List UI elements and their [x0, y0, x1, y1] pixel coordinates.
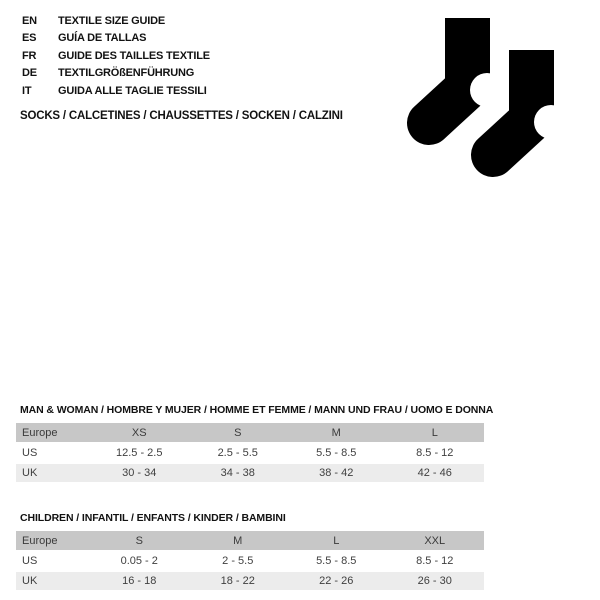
- region-cell: US: [22, 447, 38, 459]
- sock-left: [429, 18, 504, 123]
- language-row: [22, 30, 210, 48]
- table-header-row: [16, 423, 484, 442]
- size-cell: 5.5 - 8.5: [316, 447, 357, 459]
- column-header-cell: Europe: [22, 534, 58, 547]
- region-cell: US: [22, 555, 38, 567]
- column-header-cell: S: [135, 534, 143, 547]
- socks-icon: [400, 5, 570, 180]
- language-title: TEXTILGRÖßENFÜHRUNG: [58, 67, 195, 80]
- region-cell: UK: [22, 466, 38, 479]
- size-cell: 8.5 - 12: [416, 447, 454, 459]
- table-row-uk: [16, 464, 484, 482]
- category-heading: SOCKS / CALCETINES / CHAUSSETTES / SOCKEN / CALZINI: [20, 110, 343, 122]
- size-table: [16, 423, 484, 482]
- column-header-cell: XXL: [424, 534, 446, 547]
- language-title: GUIDE DES TAILLES TEXTILE: [58, 49, 210, 62]
- language-row: [22, 65, 210, 83]
- size-cell: 8.5 - 12: [416, 555, 454, 567]
- size-cell: 16 - 18: [122, 574, 157, 587]
- table-row-uk: [16, 572, 484, 590]
- size-cell: 12.5 - 2.5: [116, 447, 163, 459]
- size-table: [16, 531, 484, 590]
- size-cell: 42 - 46: [417, 466, 452, 479]
- language-code: FR: [22, 49, 37, 62]
- language-title: TEXTILE SIZE GUIDE: [58, 14, 166, 27]
- language-row: [22, 82, 210, 100]
- language-row: [22, 47, 210, 65]
- sock-right: [493, 50, 568, 155]
- size-cell: 38 - 42: [319, 466, 354, 479]
- language-code: EN: [22, 14, 37, 27]
- column-header-cell: S: [234, 426, 242, 439]
- column-header-cell: L: [431, 426, 438, 439]
- language-code: IT: [22, 84, 32, 97]
- language-title: GUÍA DE TALLAS: [58, 32, 147, 45]
- column-header-cell: L: [333, 534, 340, 547]
- size-cell: 2 - 5.5: [222, 555, 254, 567]
- size-cell: 34 - 38: [220, 466, 255, 479]
- language-list: [22, 12, 210, 100]
- column-header-cell: XS: [131, 426, 147, 439]
- table-row-us: [16, 552, 484, 570]
- language-title: GUIDA ALLE TAGLIE TESSILI: [58, 84, 207, 97]
- column-header-cell: M: [331, 426, 341, 439]
- column-header-cell: Europe: [22, 426, 58, 439]
- size-table-man-woman: [16, 404, 494, 483]
- language-row: [22, 12, 210, 30]
- size-cell: 0.05 - 2: [120, 555, 158, 567]
- column-header-cell: M: [233, 534, 243, 547]
- size-cell: 22 - 26: [319, 574, 354, 587]
- size-cell: 30 - 34: [122, 466, 157, 479]
- size-cell: 2.5 - 5.5: [217, 447, 258, 459]
- size-cell: 5.5 - 8.5: [316, 555, 357, 567]
- size-cell: 26 - 30: [417, 574, 452, 587]
- language-code: DE: [22, 67, 37, 80]
- size-cell: 18 - 22: [220, 574, 255, 587]
- size-table-children: [16, 512, 484, 591]
- table-title: MAN & WOMAN / HOMBRE Y MUJER / HOMME ET FEMME / MANN UND FRAU / UOMO E DONNA: [20, 404, 494, 416]
- table-title: CHILDREN / INFANTIL / ENFANTS / KINDER / BAMBINI: [20, 512, 286, 524]
- table-row-us: [16, 444, 484, 462]
- table-header-row: [16, 531, 484, 550]
- language-code: ES: [22, 32, 37, 45]
- region-cell: UK: [22, 574, 38, 587]
